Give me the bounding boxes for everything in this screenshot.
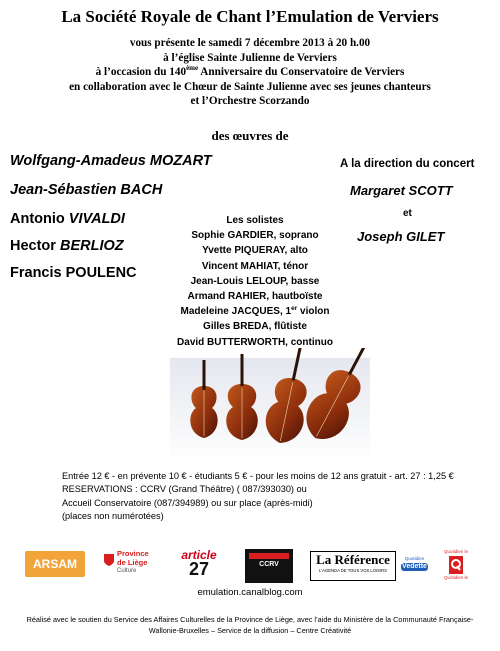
soloist-oboe: Armand RAHIER, hautboïste	[187, 291, 323, 303]
composer-mozart	[10, 153, 212, 169]
province-text-2: de Liège	[117, 557, 148, 567]
soloist-violin	[160, 304, 350, 319]
province-text-1: Province	[117, 549, 149, 558]
price-info	[62, 470, 462, 523]
intro-venue-line: à l’église Sainte Julienne de Verviers	[163, 51, 337, 64]
soloist-soprano: Sophie GARDIER, soprano	[191, 230, 319, 242]
footer-credits	[0, 615, 500, 636]
composer-vivaldi	[10, 211, 125, 227]
seating-note: (places non numérotées)	[62, 510, 164, 521]
quotidien-logo	[438, 549, 474, 583]
intro-collaboration-line: en collaboration avec le Chœur de Sainte Julienne avec ses jeunes chanteurs	[69, 80, 431, 93]
composer-first-name: Jean-Sébastien	[10, 182, 117, 198]
sponsor-logos	[0, 546, 500, 586]
composer-first-name: Hector	[10, 238, 56, 254]
composer-first-name: Antonio	[10, 211, 65, 227]
direction-label: A la direction du concert	[340, 158, 475, 170]
article27-logo	[175, 548, 223, 582]
soloists-list	[160, 213, 350, 350]
composer-poulenc	[10, 265, 137, 281]
footer-line-2: Wallonie-Bruxelles – Service de la diffusion – Centre Créativité	[148, 625, 352, 635]
composer-first-name: Francis	[10, 265, 62, 281]
composer-last-name: VIVALDI	[68, 211, 125, 227]
soloist-bass: Jean-Louis LELOUP, basse	[190, 275, 320, 287]
footer-line-1: Réalisé avec le soutien du Service des Affaires Culturelles de la Province de Liège, avec l’aide du Ministère de la Communauté Française-	[26, 615, 474, 624]
anniversary-rest: Anniversaire du Conservatoire de Verviers	[198, 66, 405, 79]
quotidien-text-bottom: Quotidien le	[443, 575, 469, 580]
works-heading: des œuvres de	[211, 128, 289, 143]
la-reference-text: La Référence	[316, 552, 390, 567]
la-reference-logo	[310, 551, 396, 581]
violins-illustration	[170, 348, 370, 463]
composer-bach	[10, 182, 162, 198]
composer-last-name: BERLIOZ	[59, 238, 124, 254]
la-reference-subtitle: L'AGENDA DE TOUS VOS LOISIRS	[319, 568, 387, 573]
vedette-text-1: Quotidien	[404, 556, 425, 561]
violin-rest: violon	[297, 306, 330, 318]
soloist-continuo: David BUTTERWORTH, continuo	[177, 336, 333, 348]
conductor-gilet: Joseph GILET	[357, 229, 445, 244]
province-emblem-icon	[103, 553, 115, 567]
soloist-flute: Gilles BREDA, flûtiste	[203, 321, 307, 333]
quotidien-text-top: Quotidien le	[443, 549, 469, 554]
intro-block	[0, 36, 500, 109]
composer-berlioz	[10, 238, 124, 254]
soloists-heading: Les solistes	[226, 215, 284, 226]
ccrv-stripe	[249, 553, 289, 559]
intro-anniversary-line	[0, 65, 500, 80]
ccrv-text: CCRV	[259, 561, 279, 568]
composer-last-name: POULENC	[65, 265, 137, 281]
ccrv-logo	[245, 549, 293, 583]
article27-text: article	[181, 548, 217, 562]
soloist-alto: Yvette PIQUERAY, alto	[202, 245, 308, 257]
anniversary-text: à l’occasion du 140	[95, 66, 187, 79]
province-liege-logo	[103, 550, 158, 580]
article27-number: 27	[188, 559, 210, 579]
arsam-logo-text: ARSAM	[33, 557, 77, 571]
anniversary-ordinal: ème	[186, 64, 199, 73]
website-url[interactable]: emulation.canalblog.com	[197, 587, 303, 598]
arsam-logo	[25, 551, 85, 577]
price-line: Entrée 12 € - en prévente 10 € - étudiants 5 € - pour les moins de 12 ans gratuit - art. 27 : 1,25 €	[62, 471, 454, 481]
intro-date-line: vous présente le samedi 7 décembre 2013 à 20 h.00	[129, 37, 371, 49]
reservations-line: RESERVATIONS : CCRV (Grand Théâtre) ( 087/393030) ou	[62, 484, 307, 495]
quotidien-q-icon	[449, 556, 463, 574]
conductor-scott: Margaret SCOTT	[350, 183, 453, 198]
composer-last-name: MOZART	[149, 153, 212, 169]
conductor-and: et	[403, 208, 412, 219]
page-title: La Société Royale de Chant l’Emulation de Verviers	[61, 7, 439, 26]
province-text-3: Culture	[117, 568, 137, 574]
reservations-line-2: Accueil Conservatoire (087/394989) ou sur place (après-midi)	[62, 497, 313, 508]
vedette-logo	[401, 555, 428, 579]
violin-text: Madeleine JACQUES, 1	[180, 306, 292, 318]
composer-first-name: Wolfgang-Amadeus	[10, 153, 146, 169]
soloist-tenor: Vincent MAHIAT, ténor	[201, 260, 309, 272]
composer-last-name: BACH	[120, 182, 163, 198]
violin-ordinal: er	[291, 305, 298, 313]
vedette-text-2: Vedette	[402, 563, 427, 570]
intro-orchestra-line: et l’Orchestre Scorzando	[190, 95, 310, 108]
